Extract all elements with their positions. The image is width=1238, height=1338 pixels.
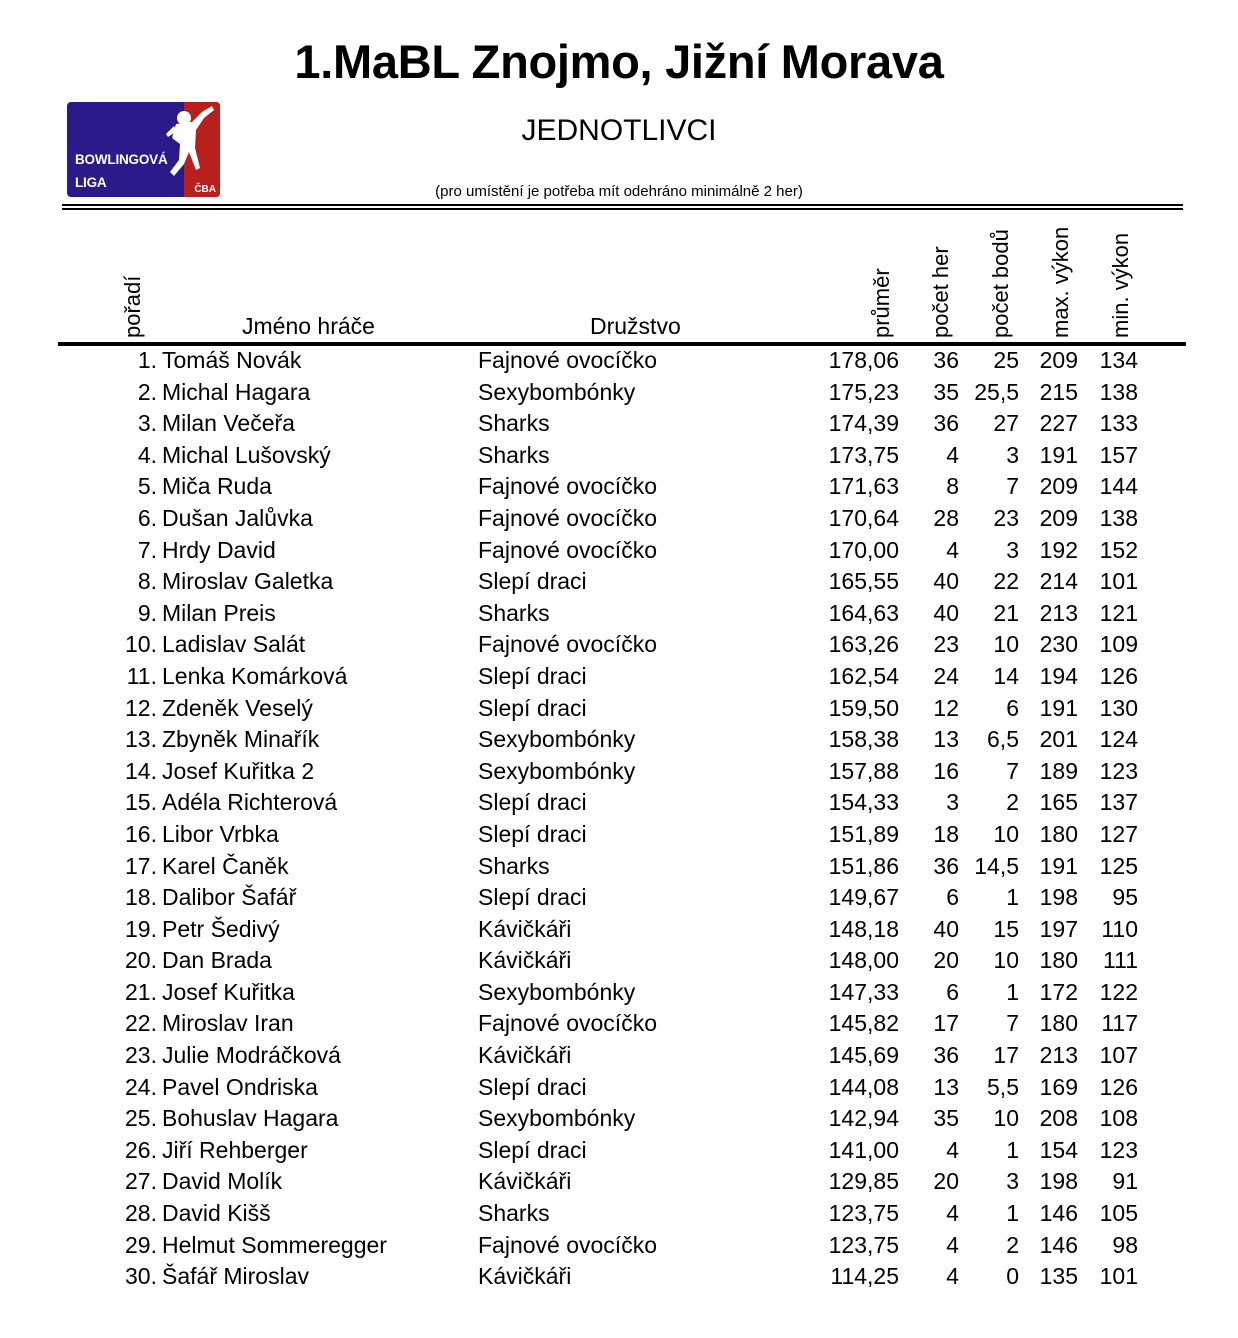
points-cell: 5,5 bbox=[987, 1073, 1019, 1100]
page-title: 1.MaBL Znojmo, Jižní Morava bbox=[294, 35, 944, 88]
games-cell: 40 bbox=[933, 599, 959, 626]
average-cell: 123,75 bbox=[828, 1200, 899, 1227]
table-row bbox=[0, 1040, 1238, 1072]
column-header-team: Družstvo bbox=[590, 313, 681, 339]
points-cell: 7 bbox=[1006, 757, 1019, 784]
points-cell: 1 bbox=[1006, 1136, 1019, 1163]
games-cell: 24 bbox=[933, 662, 959, 689]
team-cell: Slepí draci bbox=[478, 662, 587, 689]
min-score-cell: 121 bbox=[1099, 599, 1138, 626]
player-name-cell: Lenka Komárková bbox=[162, 662, 348, 689]
average-cell: 178,06 bbox=[828, 347, 899, 373]
max-score-cell: 209 bbox=[1039, 504, 1078, 531]
games-cell: 35 bbox=[933, 378, 959, 405]
rank-cell: 27. bbox=[125, 1168, 157, 1195]
table-row bbox=[0, 756, 1238, 788]
table-row bbox=[0, 535, 1238, 567]
min-score-cell: 130 bbox=[1099, 694, 1138, 721]
table-row bbox=[0, 1135, 1238, 1167]
rank-cell: 15. bbox=[125, 789, 157, 816]
player-name-cell: Miroslav Galetka bbox=[162, 568, 334, 595]
team-cell: Sexybombónky bbox=[478, 1105, 636, 1132]
player-name-cell: Josef Kuřitka 2 bbox=[162, 757, 315, 784]
logo-badge: ČBA bbox=[194, 184, 216, 195]
games-cell: 36 bbox=[933, 347, 959, 373]
table-row bbox=[0, 724, 1238, 756]
min-score-cell: 126 bbox=[1099, 662, 1138, 689]
games-cell: 36 bbox=[933, 410, 959, 437]
points-cell: 1 bbox=[1006, 1200, 1019, 1227]
rank-cell: 9. bbox=[137, 599, 157, 626]
team-cell: Fajnové ovocíčko bbox=[478, 504, 657, 531]
games-cell: 4 bbox=[946, 1136, 959, 1163]
max-score-cell: 180 bbox=[1039, 1010, 1078, 1037]
player-name-cell: David Molík bbox=[162, 1168, 283, 1195]
min-score-cell: 144 bbox=[1099, 473, 1138, 500]
points-cell: 6 bbox=[1006, 694, 1019, 721]
player-name-cell: Milan Večeřa bbox=[162, 410, 295, 437]
points-cell: 1 bbox=[1006, 884, 1019, 911]
max-score-cell: 213 bbox=[1039, 1042, 1078, 1069]
min-score-cell: 95 bbox=[1112, 884, 1138, 911]
average-cell: 173,75 bbox=[828, 441, 899, 468]
table-row bbox=[0, 598, 1238, 630]
min-score-cell: 101 bbox=[1099, 1263, 1138, 1290]
rank-cell: 17. bbox=[125, 852, 157, 879]
rank-cell: 19. bbox=[125, 915, 157, 942]
player-name-cell: Karel Čaněk bbox=[162, 852, 289, 879]
min-score-cell: 138 bbox=[1099, 504, 1138, 531]
games-cell: 13 bbox=[933, 726, 959, 753]
team-cell: Slepí draci bbox=[478, 789, 587, 816]
games-cell: 4 bbox=[946, 1231, 959, 1258]
games-cell: 36 bbox=[933, 852, 959, 879]
team-cell: Sharks bbox=[478, 441, 550, 468]
table-row bbox=[0, 977, 1238, 1009]
rank-cell: 10. bbox=[125, 631, 157, 658]
rank-cell: 25. bbox=[125, 1105, 157, 1132]
points-cell: 3 bbox=[1006, 1168, 1019, 1195]
games-cell: 16 bbox=[933, 757, 959, 784]
table-row bbox=[0, 1008, 1238, 1040]
player-name-cell: Milan Preis bbox=[162, 599, 276, 626]
points-cell: 14 bbox=[993, 662, 1019, 689]
table-row bbox=[0, 945, 1238, 977]
team-cell: Slepí draci bbox=[478, 694, 587, 721]
rank-cell: 6. bbox=[137, 504, 157, 531]
min-score-cell: 123 bbox=[1099, 1136, 1138, 1163]
average-cell: 163,26 bbox=[828, 631, 899, 658]
team-cell: Fajnové ovocíčko bbox=[478, 1231, 657, 1258]
team-cell: Sharks bbox=[478, 410, 550, 437]
average-cell: 147,33 bbox=[828, 978, 899, 1005]
rank-cell: 2. bbox=[137, 378, 157, 405]
table-row bbox=[0, 377, 1238, 409]
min-score-cell: 101 bbox=[1099, 568, 1138, 595]
games-cell: 20 bbox=[933, 1168, 959, 1195]
average-cell: 162,54 bbox=[828, 662, 899, 689]
points-cell: 6,5 bbox=[987, 726, 1019, 753]
max-score-cell: 230 bbox=[1039, 631, 1078, 658]
points-cell: 15 bbox=[993, 915, 1019, 942]
points-cell: 7 bbox=[1006, 1010, 1019, 1037]
column-header-games: počet her bbox=[928, 246, 953, 338]
min-score-cell: 134 bbox=[1099, 347, 1138, 373]
min-score-cell: 111 bbox=[1103, 947, 1138, 974]
player-name-cell: Šafář Miroslav bbox=[162, 1263, 309, 1290]
standings-table bbox=[0, 345, 1238, 1293]
player-name-cell: Michal Lušovský bbox=[162, 441, 331, 468]
player-name-cell: Dan Brada bbox=[162, 947, 272, 974]
max-score-cell: 209 bbox=[1039, 473, 1078, 500]
column-header-avg: průměr bbox=[869, 268, 894, 338]
team-cell: Slepí draci bbox=[478, 884, 587, 911]
points-cell: 25 bbox=[993, 347, 1019, 373]
games-cell: 40 bbox=[933, 568, 959, 595]
page-subtitle: JEDNOTLIVCI bbox=[521, 114, 717, 147]
logo-line-1: BOWLINGOVÁ bbox=[75, 152, 168, 167]
player-name-cell: Jiří Rehberger bbox=[162, 1136, 308, 1163]
max-score-cell: 165 bbox=[1039, 789, 1078, 816]
average-cell: 145,82 bbox=[828, 1010, 899, 1037]
player-name-cell: Miča Ruda bbox=[162, 473, 272, 500]
rank-cell: 12. bbox=[125, 694, 157, 721]
games-cell: 4 bbox=[946, 441, 959, 468]
games-cell: 36 bbox=[933, 1042, 959, 1069]
team-cell: Kávičkáři bbox=[478, 1168, 572, 1195]
player-name-cell: Tomáš Novák bbox=[162, 347, 302, 373]
table-row bbox=[0, 440, 1238, 472]
games-cell: 4 bbox=[946, 536, 959, 563]
average-cell: 151,89 bbox=[828, 820, 899, 847]
min-score-cell: 107 bbox=[1099, 1042, 1138, 1069]
max-score-cell: 191 bbox=[1039, 441, 1078, 468]
points-cell: 22 bbox=[993, 568, 1019, 595]
rank-cell: 30. bbox=[125, 1263, 157, 1290]
qualification-note: (pro umístění je potřeba mít odehráno minimálně 2 her) bbox=[435, 183, 803, 200]
average-cell: 129,85 bbox=[828, 1168, 899, 1195]
points-cell: 3 bbox=[1006, 441, 1019, 468]
logo-line-2: LIGA bbox=[75, 175, 107, 190]
max-score-cell: 201 bbox=[1039, 726, 1078, 753]
rank-cell: 11. bbox=[126, 662, 157, 689]
min-score-cell: 126 bbox=[1099, 1073, 1138, 1100]
points-cell: 2 bbox=[1006, 789, 1019, 816]
points-cell: 1 bbox=[1006, 978, 1019, 1005]
games-cell: 23 bbox=[933, 631, 959, 658]
max-score-cell: 192 bbox=[1039, 536, 1078, 563]
player-name-cell: Helmut Sommeregger bbox=[162, 1231, 387, 1258]
table-row bbox=[0, 1230, 1238, 1262]
table-row bbox=[0, 1103, 1238, 1135]
max-score-cell: 169 bbox=[1039, 1073, 1078, 1100]
games-cell: 28 bbox=[933, 504, 959, 531]
max-score-cell: 146 bbox=[1039, 1231, 1078, 1258]
team-cell: Fajnové ovocíčko bbox=[478, 347, 657, 373]
player-name-cell: Dalibor Šafář bbox=[162, 884, 297, 911]
rank-cell: 7. bbox=[137, 536, 157, 563]
max-score-cell: 214 bbox=[1039, 568, 1078, 595]
team-cell: Slepí draci bbox=[478, 820, 587, 847]
rank-cell: 23. bbox=[125, 1042, 157, 1069]
points-cell: 0 bbox=[1006, 1263, 1019, 1290]
max-score-cell: 191 bbox=[1039, 852, 1078, 879]
max-score-cell: 197 bbox=[1039, 915, 1078, 942]
max-score-cell: 135 bbox=[1039, 1263, 1078, 1290]
table-row bbox=[0, 661, 1238, 693]
table-row bbox=[0, 471, 1238, 503]
games-cell: 40 bbox=[933, 915, 959, 942]
min-score-cell: 105 bbox=[1099, 1200, 1138, 1227]
games-cell: 3 bbox=[946, 789, 959, 816]
column-header-min: min. výkon bbox=[1108, 232, 1133, 338]
rank-cell: 13. bbox=[125, 726, 157, 753]
min-score-cell: 98 bbox=[1112, 1231, 1138, 1258]
player-name-cell: Adéla Richterová bbox=[162, 789, 338, 816]
points-cell: 27 bbox=[993, 410, 1019, 437]
rank-cell: 26. bbox=[125, 1136, 157, 1163]
min-score-cell: 91 bbox=[1112, 1168, 1138, 1195]
points-cell: 7 bbox=[1006, 473, 1019, 500]
player-name-cell: Bohuslav Hagara bbox=[162, 1105, 339, 1132]
rank-cell: 16. bbox=[125, 820, 157, 847]
player-name-cell: Zbyněk Minařík bbox=[162, 726, 320, 753]
games-cell: 6 bbox=[946, 978, 959, 1005]
games-cell: 35 bbox=[933, 1105, 959, 1132]
table-row bbox=[0, 503, 1238, 535]
rank-cell: 3. bbox=[137, 410, 157, 437]
rank-cell: 1. bbox=[137, 347, 157, 373]
max-score-cell: 215 bbox=[1039, 378, 1078, 405]
average-cell: 149,67 bbox=[828, 884, 899, 911]
points-cell: 3 bbox=[1006, 536, 1019, 563]
player-name-cell: Michal Hagara bbox=[162, 378, 311, 405]
average-cell: 144,08 bbox=[828, 1073, 899, 1100]
average-cell: 158,38 bbox=[828, 726, 899, 753]
team-cell: Sexybombónky bbox=[478, 978, 636, 1005]
rank-cell: 4. bbox=[137, 441, 157, 468]
max-score-cell: 213 bbox=[1039, 599, 1078, 626]
team-cell: Kávičkáři bbox=[478, 1263, 572, 1290]
table-row bbox=[0, 1166, 1238, 1198]
points-cell: 23 bbox=[993, 504, 1019, 531]
max-score-cell: 227 bbox=[1039, 410, 1078, 437]
player-name-cell: Zdeněk Veselý bbox=[162, 694, 313, 721]
rank-cell: 5. bbox=[137, 473, 157, 500]
average-cell: 157,88 bbox=[828, 757, 899, 784]
team-cell: Fajnové ovocíčko bbox=[478, 473, 657, 500]
points-cell: 17 bbox=[993, 1042, 1019, 1069]
average-cell: 170,00 bbox=[828, 536, 899, 563]
team-cell: Sharks bbox=[478, 852, 550, 879]
min-score-cell: 152 bbox=[1099, 536, 1138, 563]
team-cell: Slepí draci bbox=[478, 568, 587, 595]
team-cell: Kávičkáři bbox=[478, 1042, 572, 1069]
rank-cell: 20. bbox=[125, 947, 157, 974]
games-cell: 20 bbox=[933, 947, 959, 974]
table-row bbox=[0, 408, 1238, 440]
player-name-cell: David Kišš bbox=[162, 1200, 271, 1227]
player-name-cell: Miroslav Iran bbox=[162, 1010, 294, 1037]
average-cell: 164,63 bbox=[828, 599, 899, 626]
player-name-cell: Dušan Jalůvka bbox=[162, 504, 313, 531]
average-cell: 165,55 bbox=[828, 568, 899, 595]
table-row bbox=[0, 882, 1238, 914]
team-cell: Sexybombónky bbox=[478, 378, 636, 405]
average-cell: 174,39 bbox=[828, 410, 899, 437]
games-cell: 18 bbox=[933, 820, 959, 847]
points-cell: 25,5 bbox=[974, 378, 1019, 405]
games-cell: 4 bbox=[946, 1200, 959, 1227]
points-cell: 21 bbox=[993, 599, 1019, 626]
min-score-cell: 133 bbox=[1099, 410, 1138, 437]
games-cell: 17 bbox=[933, 1010, 959, 1037]
table-row bbox=[0, 693, 1238, 725]
min-score-cell: 108 bbox=[1099, 1105, 1138, 1132]
max-score-cell: 198 bbox=[1039, 884, 1078, 911]
min-score-cell: 117 bbox=[1101, 1010, 1138, 1037]
team-cell: Slepí draci bbox=[478, 1073, 587, 1100]
team-cell: Sexybombónky bbox=[478, 726, 636, 753]
player-name-cell: Libor Vrbka bbox=[162, 820, 279, 847]
games-cell: 13 bbox=[933, 1073, 959, 1100]
player-name-cell: Hrdy David bbox=[162, 536, 276, 563]
max-score-cell: 172 bbox=[1039, 978, 1078, 1005]
max-score-cell: 154 bbox=[1039, 1136, 1078, 1163]
average-cell: 151,86 bbox=[828, 852, 899, 879]
games-cell: 12 bbox=[933, 694, 959, 721]
max-score-cell: 180 bbox=[1039, 947, 1078, 974]
min-score-cell: 127 bbox=[1099, 820, 1138, 847]
min-score-cell: 110 bbox=[1101, 915, 1138, 942]
max-score-cell: 208 bbox=[1039, 1105, 1078, 1132]
rank-cell: 22. bbox=[125, 1010, 157, 1037]
games-cell: 4 bbox=[946, 1263, 959, 1290]
column-header-max: max. výkon bbox=[1048, 226, 1073, 338]
table-row bbox=[0, 819, 1238, 851]
player-name-cell: Julie Modráčková bbox=[162, 1042, 341, 1069]
team-cell: Fajnové ovocíčko bbox=[478, 1010, 657, 1037]
min-score-cell: 157 bbox=[1099, 441, 1138, 468]
table-row bbox=[0, 629, 1238, 661]
team-cell: Slepí draci bbox=[478, 1136, 587, 1163]
team-cell: Kávičkáři bbox=[478, 915, 572, 942]
team-cell: Sharks bbox=[478, 1200, 550, 1227]
rank-cell: 8. bbox=[137, 568, 157, 595]
min-score-cell: 122 bbox=[1099, 978, 1138, 1005]
min-score-cell: 123 bbox=[1099, 757, 1138, 784]
table-row bbox=[0, 566, 1238, 598]
table-row bbox=[0, 1261, 1238, 1293]
average-cell: 145,69 bbox=[828, 1042, 899, 1069]
rank-cell: 21. bbox=[125, 978, 157, 1005]
points-cell: 2 bbox=[1006, 1231, 1019, 1258]
average-cell: 159,50 bbox=[828, 694, 899, 721]
max-score-cell: 189 bbox=[1039, 757, 1078, 784]
min-score-cell: 125 bbox=[1099, 852, 1138, 879]
min-score-cell: 138 bbox=[1099, 378, 1138, 405]
rank-cell: 28. bbox=[125, 1200, 157, 1227]
table-row bbox=[0, 1198, 1238, 1230]
max-score-cell: 209 bbox=[1039, 347, 1078, 373]
team-cell: Sexybombónky bbox=[478, 757, 636, 784]
average-cell: 148,00 bbox=[828, 947, 899, 974]
column-header-name: Jméno hráče bbox=[242, 313, 375, 339]
team-cell: Fajnové ovocíčko bbox=[478, 631, 657, 658]
rank-cell: 18. bbox=[125, 884, 157, 911]
table-row bbox=[0, 787, 1238, 819]
player-name-cell: Josef Kuřitka bbox=[162, 978, 295, 1005]
average-cell: 114,25 bbox=[830, 1263, 899, 1290]
team-cell: Sharks bbox=[478, 599, 550, 626]
average-cell: 148,18 bbox=[828, 915, 899, 942]
rank-cell: 14. bbox=[125, 757, 157, 784]
player-name-cell: Petr Šedivý bbox=[162, 915, 280, 942]
games-cell: 8 bbox=[946, 473, 959, 500]
average-cell: 170,64 bbox=[828, 504, 899, 531]
team-cell: Kávičkáři bbox=[478, 947, 572, 974]
average-cell: 171,63 bbox=[828, 473, 899, 500]
points-cell: 10 bbox=[993, 631, 1019, 658]
max-score-cell: 194 bbox=[1039, 662, 1078, 689]
rank-cell: 29. bbox=[125, 1231, 157, 1258]
table-row bbox=[0, 345, 1238, 377]
average-cell: 123,75 bbox=[828, 1231, 899, 1258]
average-cell: 154,33 bbox=[828, 789, 899, 816]
points-cell: 10 bbox=[993, 947, 1019, 974]
team-cell: Fajnové ovocíčko bbox=[478, 536, 657, 563]
table-row bbox=[0, 851, 1238, 883]
min-score-cell: 124 bbox=[1099, 726, 1138, 753]
games-cell: 6 bbox=[946, 884, 959, 911]
points-cell: 14,5 bbox=[974, 852, 1019, 879]
max-score-cell: 198 bbox=[1039, 1168, 1078, 1195]
average-cell: 175,23 bbox=[828, 378, 899, 405]
column-header-rank: pořadí bbox=[120, 275, 145, 338]
table-row bbox=[0, 914, 1238, 946]
header-double-rule bbox=[62, 204, 1183, 210]
max-score-cell: 180 bbox=[1039, 820, 1078, 847]
player-name-cell: Ladislav Salát bbox=[162, 631, 306, 658]
min-score-cell: 137 bbox=[1099, 789, 1138, 816]
min-score-cell: 109 bbox=[1099, 631, 1138, 658]
points-cell: 10 bbox=[993, 1105, 1019, 1132]
average-cell: 141,00 bbox=[828, 1136, 899, 1163]
table-row bbox=[0, 1072, 1238, 1104]
player-name-cell: Pavel Ondriska bbox=[162, 1073, 318, 1100]
rank-cell: 24. bbox=[125, 1073, 157, 1100]
points-cell: 10 bbox=[993, 820, 1019, 847]
max-score-cell: 146 bbox=[1039, 1200, 1078, 1227]
max-score-cell: 191 bbox=[1039, 694, 1078, 721]
column-header-points: počet bodů bbox=[988, 229, 1013, 338]
average-cell: 142,94 bbox=[828, 1105, 899, 1132]
